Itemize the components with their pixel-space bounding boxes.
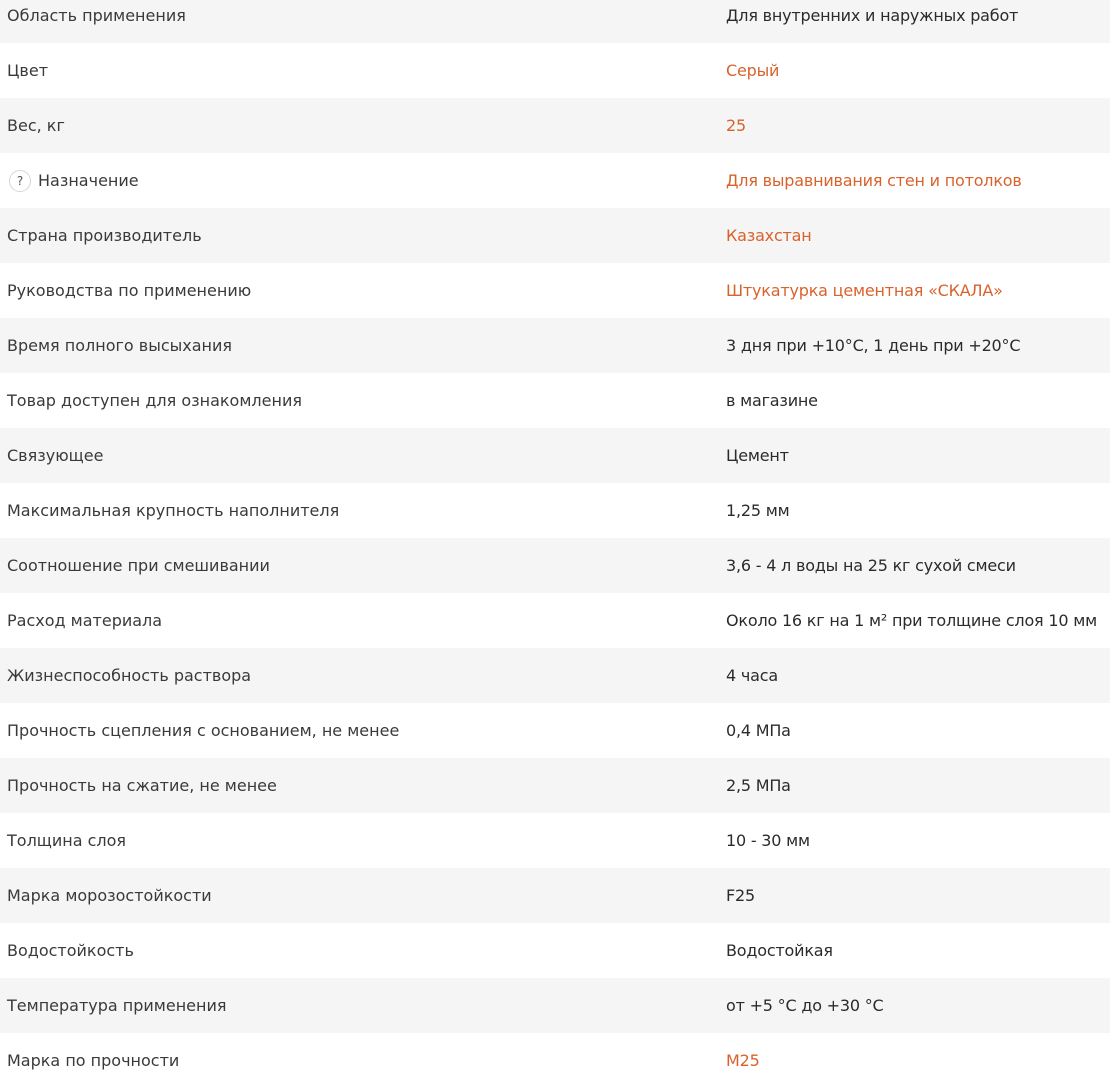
spec-label-text: Назначение	[38, 171, 139, 190]
spec-label: Руководства по применению	[7, 281, 252, 300]
spec-label: Прочность сцепления с основанием, не менее	[7, 721, 400, 740]
spec-label: Товар доступен для ознакомления	[7, 391, 302, 410]
spec-label: Расход материала	[7, 611, 163, 630]
spec-value: 1,25 мм	[726, 501, 790, 520]
spec-row	[0, 758, 1110, 813]
spec-label: Цвет	[7, 61, 49, 80]
spec-row	[0, 593, 1110, 648]
spec-label: Соотношение при смешивании	[7, 556, 270, 575]
spec-label: Страна производитель	[7, 226, 202, 245]
spec-label: Вес, кг	[7, 116, 65, 135]
spec-label: Связующее	[7, 446, 104, 465]
spec-value-link[interactable]: Для выравнивания стен и потолков	[726, 171, 1022, 190]
spec-value: F25	[726, 886, 755, 905]
spec-value-link[interactable]: 25	[726, 116, 746, 135]
spec-value: в магазине	[726, 391, 818, 410]
spec-label: Область применения	[7, 6, 186, 25]
spec-row	[0, 43, 1110, 98]
spec-label: Прочность на сжатие, не менее	[7, 776, 277, 795]
spec-row	[0, 978, 1110, 1033]
spec-row	[0, 208, 1110, 263]
spec-value-link[interactable]: Казахстан	[726, 226, 812, 245]
spec-value: 0,4 МПа	[726, 721, 791, 740]
spec-label: Марка по прочности	[7, 1051, 180, 1070]
spec-row	[0, 538, 1110, 593]
spec-row	[0, 868, 1110, 923]
spec-row	[0, 263, 1110, 318]
spec-value: Для внутренних и наружных работ	[726, 6, 1019, 25]
spec-value: 10 - 30 мм	[726, 831, 810, 850]
spec-value: Водостойкая	[726, 941, 833, 960]
spec-label: Толщина слоя	[7, 831, 127, 850]
spec-label: Марка морозостойкости	[7, 886, 212, 905]
spec-value-link[interactable]: Штукатурка цементная «СКАЛА»	[726, 281, 1003, 300]
spec-row	[0, 483, 1110, 538]
spec-label: Максимальная крупность наполнителя	[7, 501, 340, 520]
spec-row	[0, 153, 1110, 208]
spec-value: 3 дня при +10°С, 1 день при +20°С	[726, 336, 1021, 355]
spec-row	[0, 923, 1110, 978]
spec-row	[0, 648, 1110, 703]
spec-value: 3,6 - 4 л воды на 25 кг сухой смеси	[726, 556, 1016, 575]
spec-row	[0, 373, 1110, 428]
spec-row	[0, 98, 1110, 153]
spec-row	[0, 318, 1110, 373]
spec-label-with-help	[7, 153, 139, 208]
spec-label: Температура применения	[7, 996, 227, 1015]
spec-value: 2,5 МПа	[726, 776, 791, 795]
spec-row	[0, 813, 1110, 868]
spec-value-link[interactable]: М25	[726, 1051, 760, 1070]
spec-row	[0, 703, 1110, 758]
spec-label: Водостойкость	[7, 941, 134, 960]
spec-value: 4 часа	[726, 666, 778, 685]
spec-label: Время полного высыхания	[7, 336, 233, 355]
spec-label: Жизнеспособность раствора	[7, 666, 252, 685]
spec-value: от +5 °С до +30 °С	[726, 996, 884, 1015]
spec-row	[0, 428, 1110, 483]
help-question-icon[interactable]: ?	[9, 170, 31, 192]
spec-value-link[interactable]: Серый	[726, 61, 780, 80]
spec-value: Около 16 кг на 1 м² при толщине слоя 10 мм	[726, 611, 1097, 630]
spec-row	[0, 0, 1110, 43]
spec-value: Цемент	[726, 446, 789, 465]
